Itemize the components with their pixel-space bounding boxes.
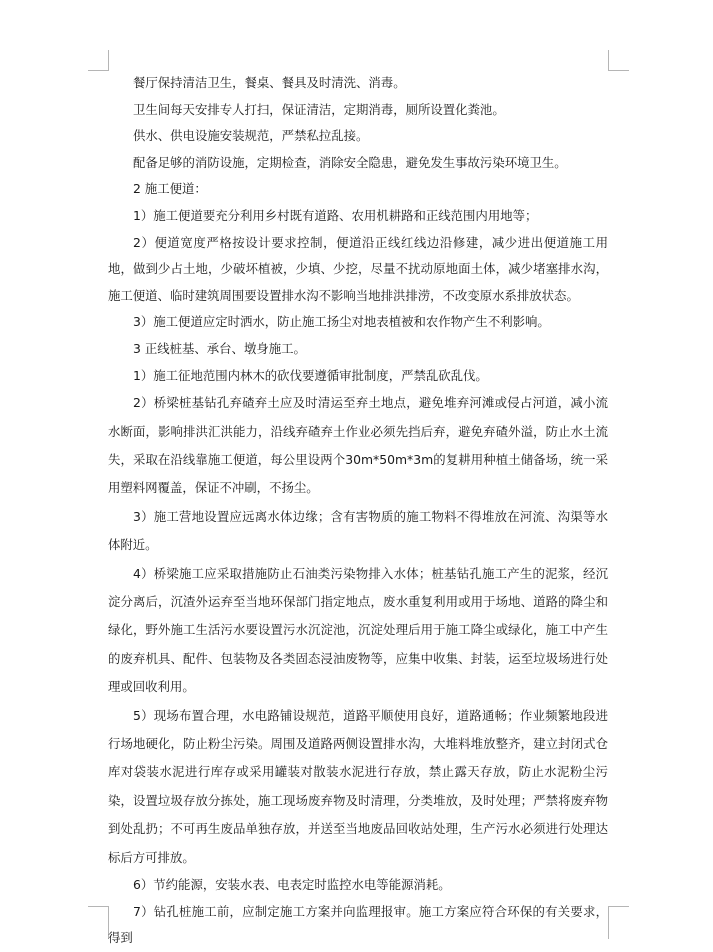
bottom-left-margin-mark	[88, 906, 109, 939]
paragraph: 7）钻孔桩施工前，应制定施工方案并向监理报审。施工方案应符合环保的有关要求，得到	[108, 903, 608, 946]
paragraph: 1）施工征地范围内林木的砍伐要遵循审批制度，严禁乱砍乱伐。	[133, 367, 488, 383]
paragraph: 供水、供电设施安装规范，严禁私拉乱接。	[133, 128, 369, 144]
paragraph: 配备足够的消防设施，定期检查，消除安全隐患，避免发生事故污染环境卫生。	[133, 154, 567, 170]
paragraph: 2）桥梁桩基钻孔弃碴弃土应及时清运至弃土地点，避免堆弃河滩或侵占河道，减小流水断面，影响排洪汇洪能力，沿线弃碴弃土作业必须先挡后弃，避免弃碴外溢，防止水土流失，采取在沿线靠施工便道，每公里设两个30m*50m*3m的复耕用种植土储备场，统一采用塑料网覆盖，保证不冲刷，不扬尘。	[108, 395, 608, 496]
paragraph: 2）便道宽度严格按设计要求控制，便道沿正线红线边沿修建，减少进出便道施工用地，做到少占土地，少破坏植被，少填、少挖，尽量不扰动原地面土体，减少堵塞排水沟，施工便道、临时建筑周围要设置排水沟不影响当地排洪排涝，不改变原水系排放状态。	[108, 234, 608, 303]
paragraph: 1）施工便道要充分利用乡村既有道路、农用机耕路和正线范围内用地等；	[133, 207, 538, 223]
document-body	[108, 70, 608, 952]
paragraph: 5）现场布置合理，水电路铺设规范，道路平顺使用良好，道路通畅；作业频繁地段进行场地硬化，防止粉尘污染。周围及道路两侧设置排水沟，大堆料堆放整齐，建立封闭式仓库对袋装水泥进行库存或采用罐装对散装水泥进行存放，禁止露天存放，防止水泥粉尘污染，设置垃圾存放分拣处，施工现场废弃物及时清理，分类堆放，及时处理；严禁将废弃物到处乱扔；不可再生废品单独存放，并送至当地废品回收站处理，生产污水必须进行处理达标后方可排放。	[108, 707, 608, 865]
paragraph: 3）施工营地设置应远离水体边缘；含有害物质的施工物料不得堆放在河流、沟渠等水体附近。	[108, 508, 608, 553]
section-heading: 2 施工便道：	[133, 181, 207, 197]
paragraph: 餐厅保持清洁卫生，餐桌、餐具及时清洗、消毒。	[133, 75, 406, 90]
paragraph: 6）节约能源，安装水表、电表定时监控水电等能源消耗。	[133, 877, 451, 893]
top-right-margin-mark	[608, 50, 629, 71]
top-left-margin-mark	[88, 50, 109, 71]
paragraph: 3）施工便道应定时洒水，防止施工扬尘对地表植被和农作物产生不利影响。	[133, 314, 550, 330]
section-heading: 3 正线桩基、承台、墩身施工。	[133, 340, 306, 356]
paragraph: 4）桥梁施工应采取措施防止石油类污染物排入水体；桩基钻孔施工产生的泥浆，经沉淀分离后，沉渣外运弃至当地环保部门指定地点，废水重复利用或用于场地、道路的降尘和绿化，野外施工生活污水要设置污水沉淀池，沉淀处理后用于施工降尘或绿化，施工中产生的废弃机具、配件、包装物及各类固态浸油废物等，应集中收集、封装，运至垃圾场进行处理或回收利用。	[108, 565, 608, 695]
paragraph: 卫生间每天安排专人打扫，保证清洁，定期消毒，厕所设置化粪池。	[133, 101, 505, 117]
bottom-right-margin-mark	[608, 906, 629, 939]
